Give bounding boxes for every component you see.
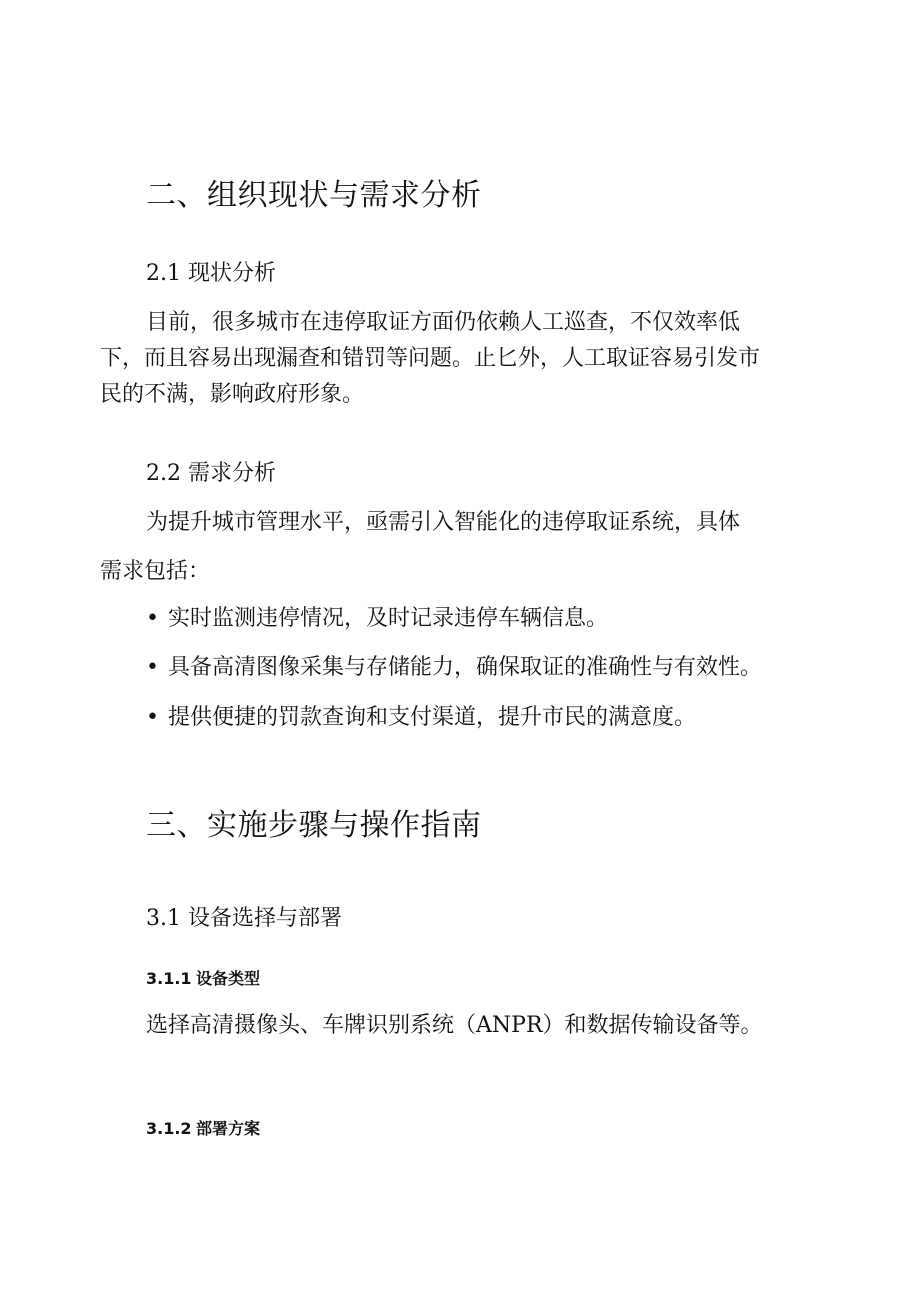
list-item-text: 提供便捷的罚款查询和支付渠道，提升市民的满意度。 xyxy=(168,705,697,730)
section-2-2-paragraph-line-2: 需求包括： xyxy=(100,559,211,584)
list-item xyxy=(146,601,608,632)
section-title: 部署方案 xyxy=(196,1119,261,1138)
section-3-1-1-heading xyxy=(146,966,260,989)
list-item xyxy=(146,700,696,731)
list-item-text: 具备高清图像采集与存储能力，确保取证的准确性与有效性。 xyxy=(168,655,763,680)
bullet-icon: • xyxy=(146,606,159,631)
section-2-2-heading: 2.2 需求分析 xyxy=(146,461,276,486)
section-2-2-paragraph-line-1: 为提升城市管理水平，亟需引入智能化的违停取证系统，具体 xyxy=(146,510,741,535)
section-3-1-2-heading xyxy=(146,1116,260,1139)
bullet-icon: • xyxy=(146,655,159,680)
section-2-heading: 二、组织现状与需求分析 xyxy=(146,178,482,213)
paragraph-line-1: 目前，很多城市在违停取证方面仍依赖人工巡查，不仅效率低 xyxy=(146,310,741,335)
list-item-text: 实时监测违停情况，及时记录违停车辆信息。 xyxy=(168,606,609,631)
section-title: 设备类型 xyxy=(196,969,261,988)
paragraph-line-3: 民的不满，影响政府形象。 xyxy=(100,382,365,407)
section-number: 3.1.2 xyxy=(146,1119,192,1138)
section-number: 3.1.1 xyxy=(146,969,192,988)
list-item xyxy=(146,650,762,681)
section-2-1-paragraph xyxy=(100,305,761,413)
paragraph-line-2: 下，而且容易出现漏查和错罚等问题。止匕外，人工取证容易引发市 xyxy=(100,346,761,371)
section-3-1-heading: 3.1 设备选择与部署 xyxy=(146,906,342,931)
section-2-1-heading: 2.1 现状分析 xyxy=(146,261,276,286)
section-3-1-1-paragraph: 选择高清摄像头、车牌识别系统（ANPR）和数据传输设备等。 xyxy=(146,1013,763,1038)
bullet-icon: • xyxy=(146,705,159,730)
section-3-heading: 三、实施步骤与操作指南 xyxy=(146,808,482,843)
